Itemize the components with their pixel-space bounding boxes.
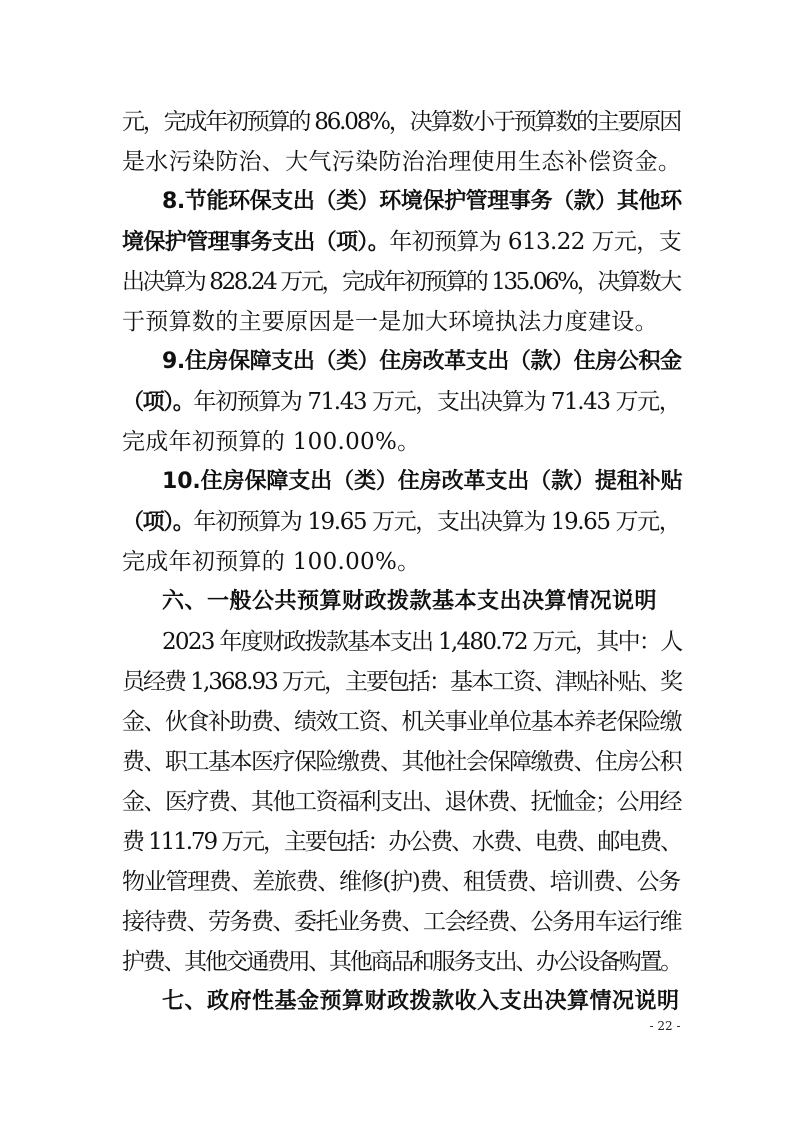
section-7-heading: 七、政府性基金预算财政拨款收入支出决算情况说明 bbox=[162, 989, 680, 1014]
body-text-line: 费 111.79 万元，主要包括：办公费、水费、电费、邮电费、 bbox=[122, 829, 681, 855]
item-9-heading: 9.住房保障支出（类）住房改革支出（款）住房公积金 bbox=[162, 349, 682, 374]
item-8-heading: 8.节能环保支出（类）环境保护管理事务（款）其他环 bbox=[162, 189, 682, 214]
body-text-line: 于预算数的主要原因是一是加大环境执法力度建设。 bbox=[122, 309, 658, 335]
item-8-heading-tail: 境保护管理事务支出（项）。 bbox=[122, 230, 390, 255]
body-text-line: 完成年初预算的 100.00%。 bbox=[122, 429, 421, 455]
body-text-line: 护费、其他交通费用、其他商品和服务支出、办公设备购置。 bbox=[122, 949, 681, 975]
item-10-heading: 10.住房保障支出（类）住房改革支出（款）提租补贴 bbox=[162, 469, 683, 494]
body-text: 年初预算为 613.22 万元，支 bbox=[389, 229, 682, 255]
body-text-line: 金、医疗费、其他工资福利支出、退休费、抚恤金；公用经 bbox=[122, 789, 681, 815]
body-text-line: 是水污染防治、大气污染防治治理使用生态补偿资金。 bbox=[122, 149, 682, 175]
body-text-line: 金、伙食补助费、绩效工资、机关事业单位基本养老保险缴 bbox=[122, 709, 681, 735]
item-10-heading-continued bbox=[122, 502, 682, 542]
body-text-line: 元，完成年初预算的 86.08%，决算数小于预算数的主要原因 bbox=[122, 109, 681, 135]
item-10-heading-tail: （项）。 bbox=[122, 510, 194, 535]
body-text: 年初预算为 71.43 万元，支出决算为 71.43 万元， bbox=[193, 389, 681, 415]
page-number: - 22 - bbox=[649, 1019, 681, 1033]
body-text-line: 接待费、劳务费、委托业务费、工会经费、公务用车运行维 bbox=[122, 909, 681, 935]
body-text-line: 员经费 1,368.93 万元，主要包括：基本工资、津贴补贴、奖 bbox=[122, 669, 682, 695]
item-9-heading-continued bbox=[122, 382, 682, 422]
body-text: 年初预算为 19.65 万元，支出决算为 19.65 万元， bbox=[193, 509, 681, 535]
body-text-line: 物业管理费、差旅费、维修(护)费、租赁费、培训费、公务 bbox=[122, 869, 680, 895]
section-6-heading: 六、一般公共预算财政拨款基本支出决算情况说明 bbox=[162, 589, 658, 614]
item-8-heading-continued bbox=[122, 222, 682, 262]
body-text-line: 2023 年度财政拨款基本支出 1,480.72 万元，其中：人 bbox=[162, 629, 682, 655]
body-text-line: 出决算为 828.24 万元，完成年初预算的 135.06%，决算数大 bbox=[122, 269, 680, 295]
item-9-heading-tail: （项）。 bbox=[122, 390, 194, 415]
body-text-line: 完成年初预算的 100.00%。 bbox=[122, 549, 421, 575]
body-text-line: 费、职工基本医疗保险缴费、其他社会保障缴费、住房公积 bbox=[122, 749, 681, 775]
